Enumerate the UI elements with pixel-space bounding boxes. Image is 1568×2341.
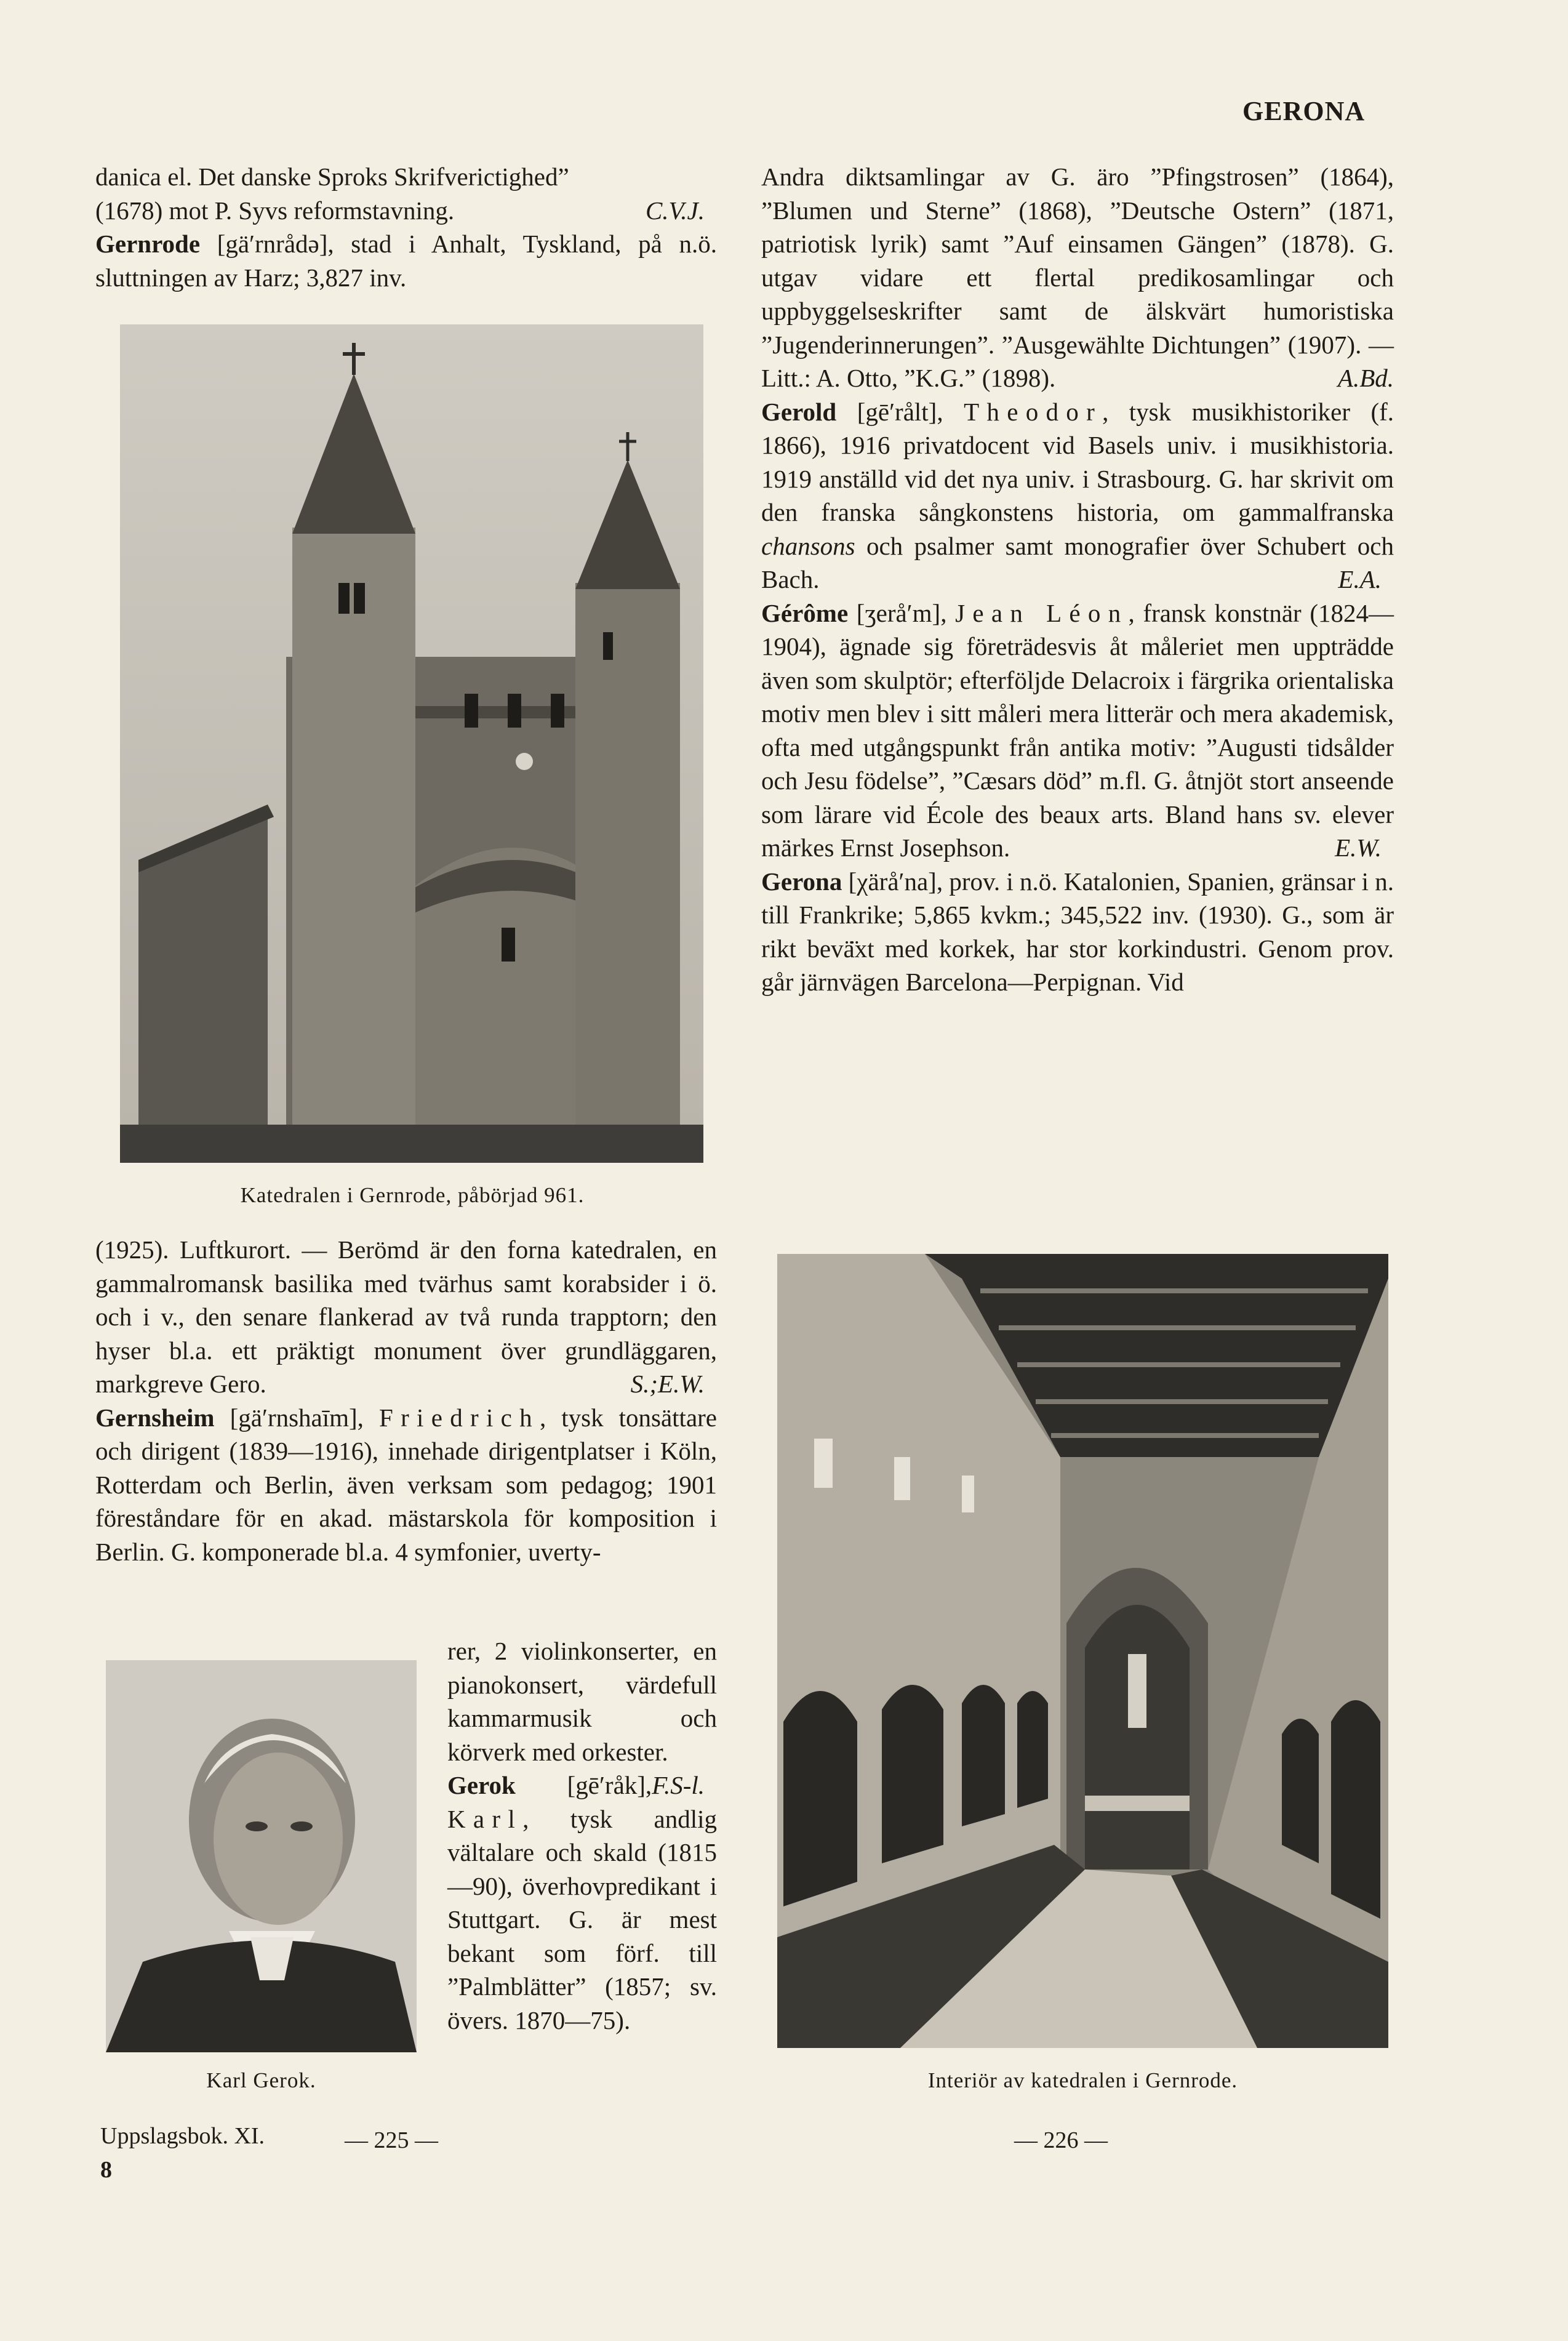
entry-gerona: Gerona [χärå′na], prov. i n.ö. Katalonien, Spanien, gränsar i n. till Frankrike; 5,865 kvkm.; 345,522 inv. (1930). G., som är rikt bevä̈xt med korkek, har stor korkindustri. Genom prov. går järnvägen Barcelona—Perpignan. Vid <box>761 867 1394 996</box>
entry-head: Gernsheim <box>95 1403 215 1432</box>
footer-book-label: Uppslagsbok. XI. <box>100 2123 265 2149</box>
author-sign: E.W. <box>1335 833 1382 862</box>
photo-karl-gerok <box>106 1660 417 2052</box>
author-sign: E.A. <box>1338 565 1382 593</box>
author-sign: C.V.J. <box>645 196 705 225</box>
entry-gernsheim: Gernsheim [gä′rnshaīm], Friedrich, tysk tonsättare och dirigent (1839—1916), innehade dirigentplatser i Köln, Rotterdam och Berlin, även verksam som pedagog; 1901 föreståndare för en akad. mästarskola för komposition i Berlin. G. komponerade bl.a. 4 symfonier, uverty- <box>95 1403 717 1566</box>
author-sign: F.S-l. <box>652 1771 705 1799</box>
running-head: GERONA <box>1242 96 1366 126</box>
entry-head: Gerok <box>447 1771 516 1799</box>
photo1-caption: Katedralen i Gernrode, påbörjad 961. <box>240 1183 585 1207</box>
photo2-caption: Karl Gerok. <box>206 2068 316 2092</box>
author-sign: A.Bd. <box>1337 364 1394 392</box>
text-line: danica el. Det danske Sproks Skrifverictighed” <box>95 163 569 191</box>
photo-cathedral-interior <box>777 1254 1388 2048</box>
entry-gernsheim-cont: rer, 2 violinkonserter, en pianokonsert, värdefull kammarmusik och körverk med orkester. F.S-l. <box>447 1634 717 1769</box>
entry-gernrode-cont: (1925). Luftkurort. — Berömd är den forna katedralen, en gammalromansk basilika med tvärhus samt korabsider i ö. och i v., den senare flankerad av två runda trapptorn; den hyser bl.a. ett präktigt monument över grundläggaren, markgreve Gero. S.;E.W. <box>95 1233 717 1401</box>
entry-gerome: Gérôme [ʒerå′m], Jean Léon, fransk konstnär (1824—1904), ägnade sig företrädesvis åt måleriet men uppträdde även som skulptör; efterföljde Delacroix i färgrika orientaliska motiv men blev i sitt måleri mera litterär och mera akademisk, ofta med utgångspunkt från antika motiv: ”Augusti tidsålder och Jesu födelse”, ”Cæsars död” m.fl. G. åtnjöt stort anseende som lärare vid École des beaux arts. Bland hans sv. elever märkes Ernst Josephson. E.W. <box>761 596 1394 865</box>
page-number-right: — 226 — <box>1014 2127 1108 2153</box>
left-column-wrap <box>447 1634 717 2037</box>
footer-signature-mark: 8 <box>100 2157 112 2183</box>
entry-gerold: Gerold [gē′rålt], Theodor, tysk musikhistoriker (f. 1866), 1916 privatdocent vid Basels univ. i musikhistoria. 1919 anställd vid det nya univ. i Strasbourg. G. har skrivit om den franska sångkonstens historia, om gammalfranska chansons och psalmer samt monografier över Schubert och Bach. E.A. <box>761 395 1394 596</box>
left-column-top <box>95 160 717 294</box>
entry-head: Gerold <box>761 397 837 426</box>
entry-head: Gernrode <box>95 230 201 258</box>
entry-head: Gérôme <box>761 598 849 627</box>
entry-gerok: Gerok [gē′råk], Karl, tysk andlig vältalare och skald (1815—90), överhovpredikant i Stuttgart. G. är mest bekant som förf. till ”Palmblätter” (1857; sv. övers. 1870—75). <box>447 1771 717 2034</box>
right-column <box>761 160 1394 999</box>
entry-gerok-cont: Andra diktsamlingar av G. äro ”Pfingstrosen” (1864), ”Blumen und Sterne” (1868), ”Deutsche Ostern” (1871, patriotisk lyrik) samt ”Auf einsamen Gängen” (1878). G. utgav vidare ett flertal predikosamlingar och uppbyggelseskrifter samt de älskvärt humoristiska ”Jugenderinnerungen”. ”Ausgewählte Dichtungen” (1907). — Litt.: A. Otto, ”K.G.” (1898). A.Bd. <box>761 160 1394 395</box>
page-number-left: — 225 — <box>345 2127 438 2153</box>
photo3-caption: Interiör av katedralen i Gernrode. <box>927 2068 1238 2092</box>
entry-head: Gerona <box>761 867 842 896</box>
author-sign: S.;E.W. <box>630 1370 705 1398</box>
entry-gernrode: Gernrode [gä′rnrådə], stad i Anhalt, Tyskland, på n.ö. sluttningen av Harz; 3,827 inv. <box>95 230 717 292</box>
left-column-middle <box>95 1233 717 1568</box>
photo-cathedral-exterior <box>120 324 703 1163</box>
text-line: (1678) mot P. Syvs reformstavning. C.V.J. <box>95 194 717 228</box>
